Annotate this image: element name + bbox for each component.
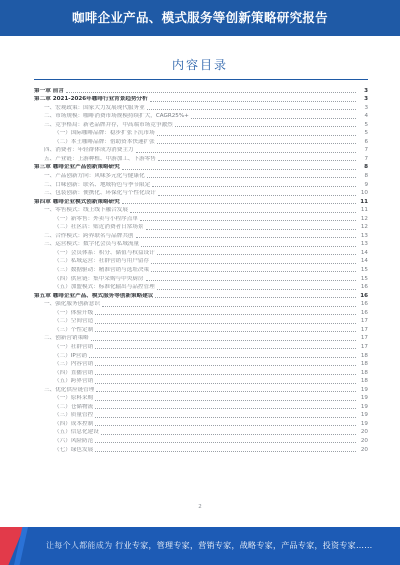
toc-leader-dots bbox=[141, 246, 356, 247]
toc-entry[interactable] bbox=[34, 112, 368, 121]
toc-entry-label: 第五章 咖啡企业产品、模式服务等创新策略建议 bbox=[34, 292, 154, 299]
toc-entry-page: 12 bbox=[360, 224, 368, 231]
toc-entry[interactable] bbox=[34, 180, 368, 189]
toc-entry-label: （二）本土咖啡品牌：借助资本快速扩张 bbox=[54, 138, 155, 145]
toc-leader-dots bbox=[136, 237, 356, 238]
toc-entry-label: （七）绿色发展 bbox=[54, 446, 94, 453]
toc-entry[interactable] bbox=[34, 436, 368, 445]
toc-chapter-entry[interactable] bbox=[34, 291, 368, 300]
toc-entry-label: 五、产业链：上游种植、中游加工、下游零售 bbox=[44, 155, 156, 162]
toc-entry-page: 18 bbox=[360, 352, 368, 359]
toc-entry[interactable] bbox=[34, 265, 368, 274]
toc-divider bbox=[34, 79, 368, 80]
toc-leader-dots bbox=[95, 400, 356, 401]
toc-leader-dots bbox=[91, 340, 356, 341]
toc-entry-label: 第二章 2021-2026年咖啡行业背景趋势分析 bbox=[34, 96, 148, 103]
toc-leader-dots bbox=[95, 365, 356, 366]
toc-leader-dots bbox=[95, 442, 356, 443]
toc-entry-page: 18 bbox=[360, 369, 368, 376]
toc-leader-dots bbox=[155, 297, 356, 298]
toc-entry-page: 20 bbox=[360, 429, 368, 436]
toc-leader-dots bbox=[95, 314, 356, 315]
toc-entry-page: 3 bbox=[364, 87, 368, 94]
toc-entry-page: 14 bbox=[360, 258, 368, 265]
toc-entry-label: （五）信息化建设 bbox=[54, 429, 99, 436]
toc-entry-label: （三）个性定制 bbox=[54, 326, 94, 333]
toc-entry-page: 7 bbox=[364, 155, 368, 162]
toc-entry-label: （一）国际咖啡品牌：稳步扩张下沉市场 bbox=[54, 130, 155, 137]
toc-leader-dots bbox=[95, 331, 356, 332]
toc-entry-page: 3 bbox=[364, 104, 368, 111]
toc-entry[interactable] bbox=[34, 351, 368, 360]
toc-entry-page: 10 bbox=[360, 190, 368, 197]
toc-entry-label: 三、包装创新：便携化、环保化与个性化设计 bbox=[44, 190, 156, 197]
toc-entry-page: 19 bbox=[360, 412, 368, 419]
toc-entry-page: 8 bbox=[364, 164, 368, 171]
toc-entry-page: 13 bbox=[360, 241, 368, 248]
toc-leader-dots bbox=[122, 203, 356, 204]
toc-entry[interactable] bbox=[34, 146, 368, 155]
toc-leader-dots bbox=[95, 383, 356, 384]
toc-entry[interactable] bbox=[34, 257, 368, 266]
toc-leader-dots bbox=[157, 135, 356, 136]
toc-entry-page: 15 bbox=[360, 267, 368, 274]
toc-entry[interactable] bbox=[34, 137, 368, 146]
toc-entry-page: 17 bbox=[360, 318, 368, 325]
toc-entry[interactable] bbox=[34, 283, 368, 292]
toc-entry-label: （四）供应链：集中采购与中央厨房 bbox=[54, 275, 144, 282]
toc-chapter-entry[interactable] bbox=[34, 197, 368, 206]
toc-leader-dots bbox=[157, 289, 356, 290]
toc-leader-dots bbox=[157, 254, 356, 255]
toc-chapter-entry[interactable] bbox=[34, 86, 368, 95]
toc-entry-page: 7 bbox=[364, 147, 368, 154]
toc-entry-page: 17 bbox=[360, 326, 368, 333]
toc-leader-dots bbox=[95, 425, 356, 426]
toc-leader-dots bbox=[136, 152, 356, 153]
toc-entry-label: （三）质量管控 bbox=[54, 412, 94, 419]
toc-entry[interactable] bbox=[34, 129, 368, 138]
toc-entry-label: 第四章 咖啡企业模式创新策略研究 bbox=[34, 198, 120, 205]
toc-leader-dots bbox=[157, 143, 356, 144]
toc-entry-page: 3 bbox=[364, 96, 368, 103]
toc-entry[interactable] bbox=[34, 248, 368, 257]
report-title: 咖啡企业产品、模式服务等创新策略研究报告 bbox=[71, 10, 328, 25]
toc-leader-dots bbox=[175, 126, 356, 127]
toc-heading: 内容目录 bbox=[171, 58, 228, 72]
toc-entry[interactable] bbox=[34, 445, 368, 454]
toc-entry-label: 二、口味创新：联名、地域特色与季节限定 bbox=[44, 181, 151, 188]
toc-entry-page: 20 bbox=[360, 437, 368, 444]
toc-entry-page: 19 bbox=[360, 403, 368, 410]
toc-entry-label: 二、市场规模：咖啡消费市场规模持续扩大，CAGR25%+ bbox=[44, 113, 189, 120]
toc-entry[interactable] bbox=[34, 317, 368, 326]
toc-entry-label: （三）数据驱动：精准营销与选址决策 bbox=[54, 267, 150, 274]
toc-leader-dots bbox=[130, 212, 356, 213]
toc-entry-label: （一）社群营销 bbox=[54, 343, 94, 350]
toc-entry[interactable] bbox=[34, 171, 368, 180]
toc-entry[interactable] bbox=[34, 428, 368, 437]
toc-entry-label: （三）内容营销 bbox=[54, 361, 94, 368]
toc-entry[interactable] bbox=[34, 189, 368, 198]
toc-entry-label: （四）成本控制 bbox=[54, 420, 94, 427]
toc-entry[interactable] bbox=[34, 206, 368, 215]
toc-entry-page: 8 bbox=[364, 173, 368, 180]
toc-entry-page: 4 bbox=[364, 113, 368, 120]
toc-entry[interactable] bbox=[34, 154, 368, 163]
toc-leader-dots bbox=[122, 169, 356, 170]
toc-entry[interactable] bbox=[34, 308, 368, 317]
toc-entry[interactable] bbox=[34, 368, 368, 377]
toc-entry[interactable] bbox=[34, 240, 368, 249]
toc-entry-page: 13 bbox=[360, 232, 368, 239]
toc-entry-label: （一）会员体系：积分、储值与权益设计 bbox=[54, 249, 155, 256]
toc-entry-page: 6 bbox=[364, 138, 368, 145]
toc-leader-dots bbox=[158, 160, 356, 161]
toc-entry[interactable] bbox=[34, 214, 368, 223]
toc-entry-label: （一）原料采购 bbox=[54, 395, 94, 402]
toc-entry-label: （二）仓储物流 bbox=[54, 403, 94, 410]
toc-entry-label: 第三章 咖啡企业产品创新策略研究 bbox=[34, 164, 120, 171]
toc-leader-dots bbox=[95, 348, 356, 349]
page-number: 2 bbox=[198, 504, 202, 510]
toc-entry-label: 四、消费者：年轻群体成为消费主力 bbox=[44, 147, 134, 154]
toc-chapter-entry[interactable] bbox=[34, 163, 368, 172]
toc-entry-page: 16 bbox=[360, 301, 368, 308]
toc-entry[interactable] bbox=[34, 231, 368, 240]
toc-entry-label: （五）跨界营销 bbox=[54, 378, 94, 385]
toc-entry-page: 15 bbox=[360, 275, 368, 282]
table-of-contents bbox=[34, 86, 368, 454]
toc-entry[interactable] bbox=[34, 300, 368, 309]
toc-entry[interactable] bbox=[34, 334, 368, 343]
toc-entry-page: 20 bbox=[360, 446, 368, 453]
toc-entry[interactable] bbox=[34, 325, 368, 334]
toc-leader-dots bbox=[102, 306, 356, 307]
toc-entry-page: 16 bbox=[360, 284, 368, 291]
toc-entry-label: 一、零售模式：线上线下融合发展 bbox=[44, 207, 128, 214]
toc-entry-label: （二）社区店：贴近消费者日常场景 bbox=[54, 224, 144, 231]
toc-leader-dots bbox=[151, 271, 356, 272]
toc-entry[interactable] bbox=[34, 402, 368, 411]
toc-leader-dots bbox=[95, 408, 356, 409]
toc-entry-label: 一、产品创新方向：风味多元化与健康化 bbox=[44, 173, 145, 180]
toc-entry-label: （五）加盟模式：标准化输出与品控管理 bbox=[54, 284, 155, 291]
toc-entry-label: （二）IP营销 bbox=[54, 352, 87, 359]
toc-entry-label: （一）体验升级 bbox=[54, 309, 94, 316]
toc-entry-page: 5 bbox=[364, 130, 368, 137]
toc-entry[interactable] bbox=[34, 274, 368, 283]
toc-entry-label: 二、创新营销策略 bbox=[44, 335, 89, 342]
toc-leader-dots bbox=[191, 118, 356, 119]
toc-entry[interactable] bbox=[34, 342, 368, 351]
footer-slogan-lead: 让每个人都能成为 bbox=[46, 541, 113, 550]
toc-entry[interactable] bbox=[34, 360, 368, 369]
toc-entry-label: 一、强化服务创新意识 bbox=[44, 301, 100, 308]
toc-chapter-entry[interactable] bbox=[34, 95, 368, 104]
toc-entry-page: 11 bbox=[360, 198, 368, 205]
toc-leader-dots bbox=[150, 101, 356, 102]
footer-slogan-roles: 行业专家，管理专家，营销专家，战略专家，产品专家，投资专家…… bbox=[115, 541, 373, 550]
toc-entry-page: 12 bbox=[360, 215, 368, 222]
toc-entry-label: （六）风险防范 bbox=[54, 437, 94, 444]
toc-leader-dots bbox=[147, 177, 356, 178]
toc-entry-page: 17 bbox=[360, 335, 368, 342]
toc-entry-page: 19 bbox=[360, 386, 368, 393]
toc-entry-page: 16 bbox=[360, 292, 368, 299]
toc-leader-dots bbox=[152, 186, 356, 187]
toc-entry-page: 19 bbox=[360, 395, 368, 402]
toc-entry-label: 三、优化供应链管理 bbox=[44, 386, 95, 393]
toc-entry-page: 14 bbox=[360, 249, 368, 256]
toc-entry-label: 三、竞争格局：新老品牌并存，中高端市场竞争激烈 bbox=[44, 121, 173, 128]
toc-entry-label: 一、宏观政策：国家大力发展现代服务业 bbox=[44, 104, 145, 111]
toc-entry[interactable] bbox=[34, 394, 368, 403]
toc-entry-label: 第一章 前言 bbox=[34, 87, 64, 94]
toc-leader-dots bbox=[101, 434, 356, 435]
toc-entry[interactable] bbox=[34, 411, 368, 420]
toc-entry[interactable] bbox=[34, 103, 368, 112]
toc-leader-dots bbox=[95, 374, 356, 375]
toc-leader-dots bbox=[140, 220, 356, 221]
page-header bbox=[0, 0, 400, 36]
toc-entry-page: 17 bbox=[360, 343, 368, 350]
toc-entry[interactable] bbox=[34, 120, 368, 129]
toc-entry-label: （二）空间营造 bbox=[54, 318, 94, 325]
toc-leader-dots bbox=[95, 451, 356, 452]
toc-entry-page: 18 bbox=[360, 361, 368, 368]
toc-entry-label: 三、运营模式：数字化会员与私域流量 bbox=[44, 241, 140, 248]
toc-entry-page: 11 bbox=[360, 207, 368, 214]
toc-entry-page: 18 bbox=[360, 378, 368, 385]
toc-leader-dots bbox=[147, 109, 356, 110]
toc-entry-page: 19 bbox=[360, 420, 368, 427]
toc-leader-dots bbox=[89, 357, 356, 358]
toc-leader-dots bbox=[146, 229, 356, 230]
toc-entry-label: （一）新零售：外卖与小程序点单 bbox=[54, 215, 138, 222]
toc-leader-dots bbox=[95, 417, 356, 418]
page-footer bbox=[0, 527, 400, 565]
toc-entry-page: 9 bbox=[364, 181, 368, 188]
footer-slogan bbox=[46, 527, 373, 565]
toc-leader-dots bbox=[95, 323, 356, 324]
toc-leader-dots bbox=[151, 263, 356, 264]
toc-leader-dots bbox=[146, 280, 356, 281]
toc-leader-dots bbox=[158, 195, 356, 196]
toc-leader-dots bbox=[66, 92, 356, 93]
toc-entry-page: 5 bbox=[364, 121, 368, 128]
toc-entry-label: （四）直播营销 bbox=[54, 369, 94, 376]
toc-entry[interactable] bbox=[34, 377, 368, 386]
toc-entry[interactable] bbox=[34, 385, 368, 394]
toc-entry-label: （二）私域运营：社群营销与用户留存 bbox=[54, 258, 150, 265]
toc-entry[interactable] bbox=[34, 223, 368, 232]
toc-entry-page: 16 bbox=[360, 309, 368, 316]
toc-entry-label: 二、合作模式：跨界联名与品牌共创 bbox=[44, 232, 134, 239]
toc-leader-dots bbox=[96, 391, 356, 392]
toc-entry[interactable] bbox=[34, 419, 368, 428]
